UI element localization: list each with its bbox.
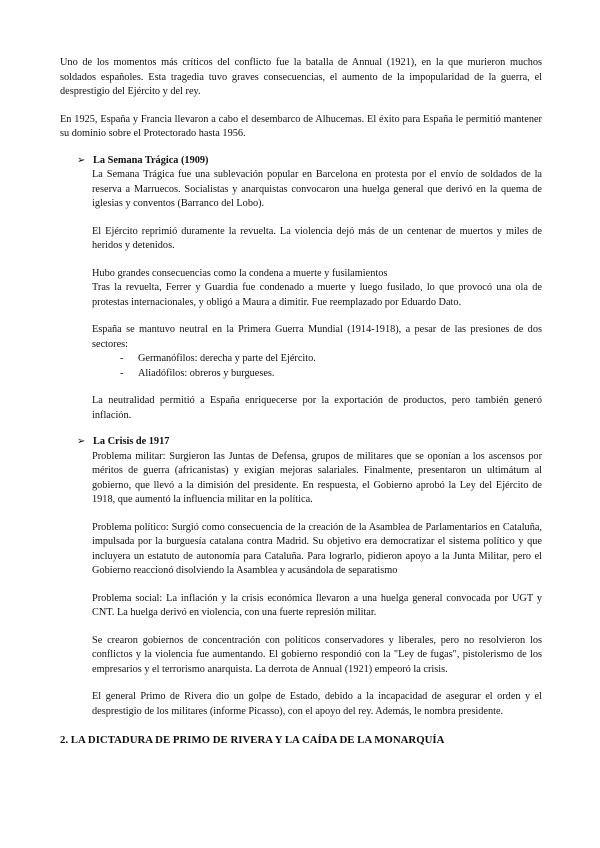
section-title: La Crisis de 1917 bbox=[93, 436, 170, 447]
paragraph: Hubo grandes consecuencias como la condena a muerte y fusilamientos bbox=[92, 267, 388, 279]
paragraph: España se mantuvo neutral en la Primera Guerra Mundial (1914-1918), a pesar de las presiones de dos sectores: bbox=[92, 324, 542, 350]
section-crisis-1917 bbox=[60, 435, 542, 719]
arrowhead-bullet-icon: ➢ bbox=[77, 154, 86, 166]
section-semana-tragica bbox=[60, 154, 542, 424]
section-body bbox=[92, 450, 542, 720]
paragraph: Problema militar: Surgieron las Juntas de Defensa, grupos de militares que se oponían a los ascensos por méritos de guerra (africanistas) y exigían mejoras salariales. Finalmente, presentaron un ultimátum al gobierno, que llevó a la dimisión del presidente. En respuesta, el Gobierno aprobó la Ley del Ejército de 1918, que aumentó la influencia militar en la política. bbox=[92, 450, 542, 505]
intro-paragraph-1: Uno de los momentos más críticos del conflicto fue la batalla de Annual (1921), en la que murieron muchos soldados españoles. Esta tragedia tuvo graves consecuencias, el aumento de la impopularidad de la guerra, el desprestigio del Ejército y del rey. bbox=[60, 57, 542, 97]
intro-paragraph-2: En 1925, España y Francia llevaron a cabo el desembarco de Alhucemas. El éxito para España le permitió mantener su dominio sobre el Protectorado hasta 1956. bbox=[60, 113, 542, 139]
paragraph: Tras la revuelta, Ferrer y Guardia fue condenado a muerte y luego fusilado, lo que provocó una ola de protestas internacionales, y obligó a Maura a dimitir. Fue reemplazado por Eduardo Dato. bbox=[92, 282, 542, 308]
paragraph: El general Primo de Rivera dio un golpe de Estado, debido a la incapacidad de asegurar el orden y el desprestigio de los militares (informe Picasso), con el apoyo del rey. Además, le nombra presidente. bbox=[92, 691, 542, 717]
section-body bbox=[92, 168, 542, 423]
paragraph: El Ejército reprimió duramente la revuelta. La violencia dejó más de un centenar de muertos y miles de heridos y detenidos. bbox=[92, 225, 542, 251]
dash-list bbox=[92, 352, 542, 381]
paragraph: La neutralidad permitió a España enriquecerse por la exportación de productos, pero también generó inflación. bbox=[92, 395, 542, 421]
section-heading-semana-tragica bbox=[77, 154, 542, 169]
paragraph: La Semana Trágica fue una sublevación popular en Barcelona en protesta por el envío de soldados de la reserva a Marruecos. Socialistas y anarquistas convocaron una huelga general que derivó en la quema de iglesias y conventos (Barranco del Lobo). bbox=[92, 169, 542, 209]
list-item: - Aliadófilos: obreros y burgueses. bbox=[120, 367, 542, 382]
paragraph: Se crearon gobiernos de concentración con políticos conservadores y liberales, pero no resolvieron los conflictos y la violencia fue aumentando. El gobierno respondió con la "Ley de fugas", pistolerismo de los empresarios y el terrorismo anarquista. La derrota de Annual (1921) empeoró la crisis. bbox=[92, 634, 542, 675]
paragraph: Problema político: Surgió como consecuencia de la creación de la Asamblea de Parlamentarios en Cataluña, impulsada por la burguesía catalana contra Madrid. Su objetivo era democratizar el sistema político y que incluyera un estatuto de autonomía para Cataluña. Para lograrlo, pidieron apoyo a la Junta Militar, pero el Gobierno reaccionó disolviendo la Asamblea y acusándola de separatismo bbox=[92, 521, 542, 576]
section-heading-crisis-1917 bbox=[77, 435, 542, 450]
chapter-heading: 2. LA DICTADURA DE PRIMO DE RIVERA Y LA CAÍDA DE LA MONARQUÍA bbox=[60, 734, 445, 746]
list-item: - Germanófilos: derecha y parte del Ejército. bbox=[120, 352, 542, 367]
arrowhead-bullet-icon: ➢ bbox=[77, 436, 86, 447]
section-title: La Semana Trágica (1909) bbox=[93, 154, 209, 166]
paragraph: Problema social: La inflación y la crisis económica llevaron a una huelga general convocada por UGT y CNT. La huelga derivó en violencia, con una fuerte represión militar. bbox=[92, 592, 542, 618]
